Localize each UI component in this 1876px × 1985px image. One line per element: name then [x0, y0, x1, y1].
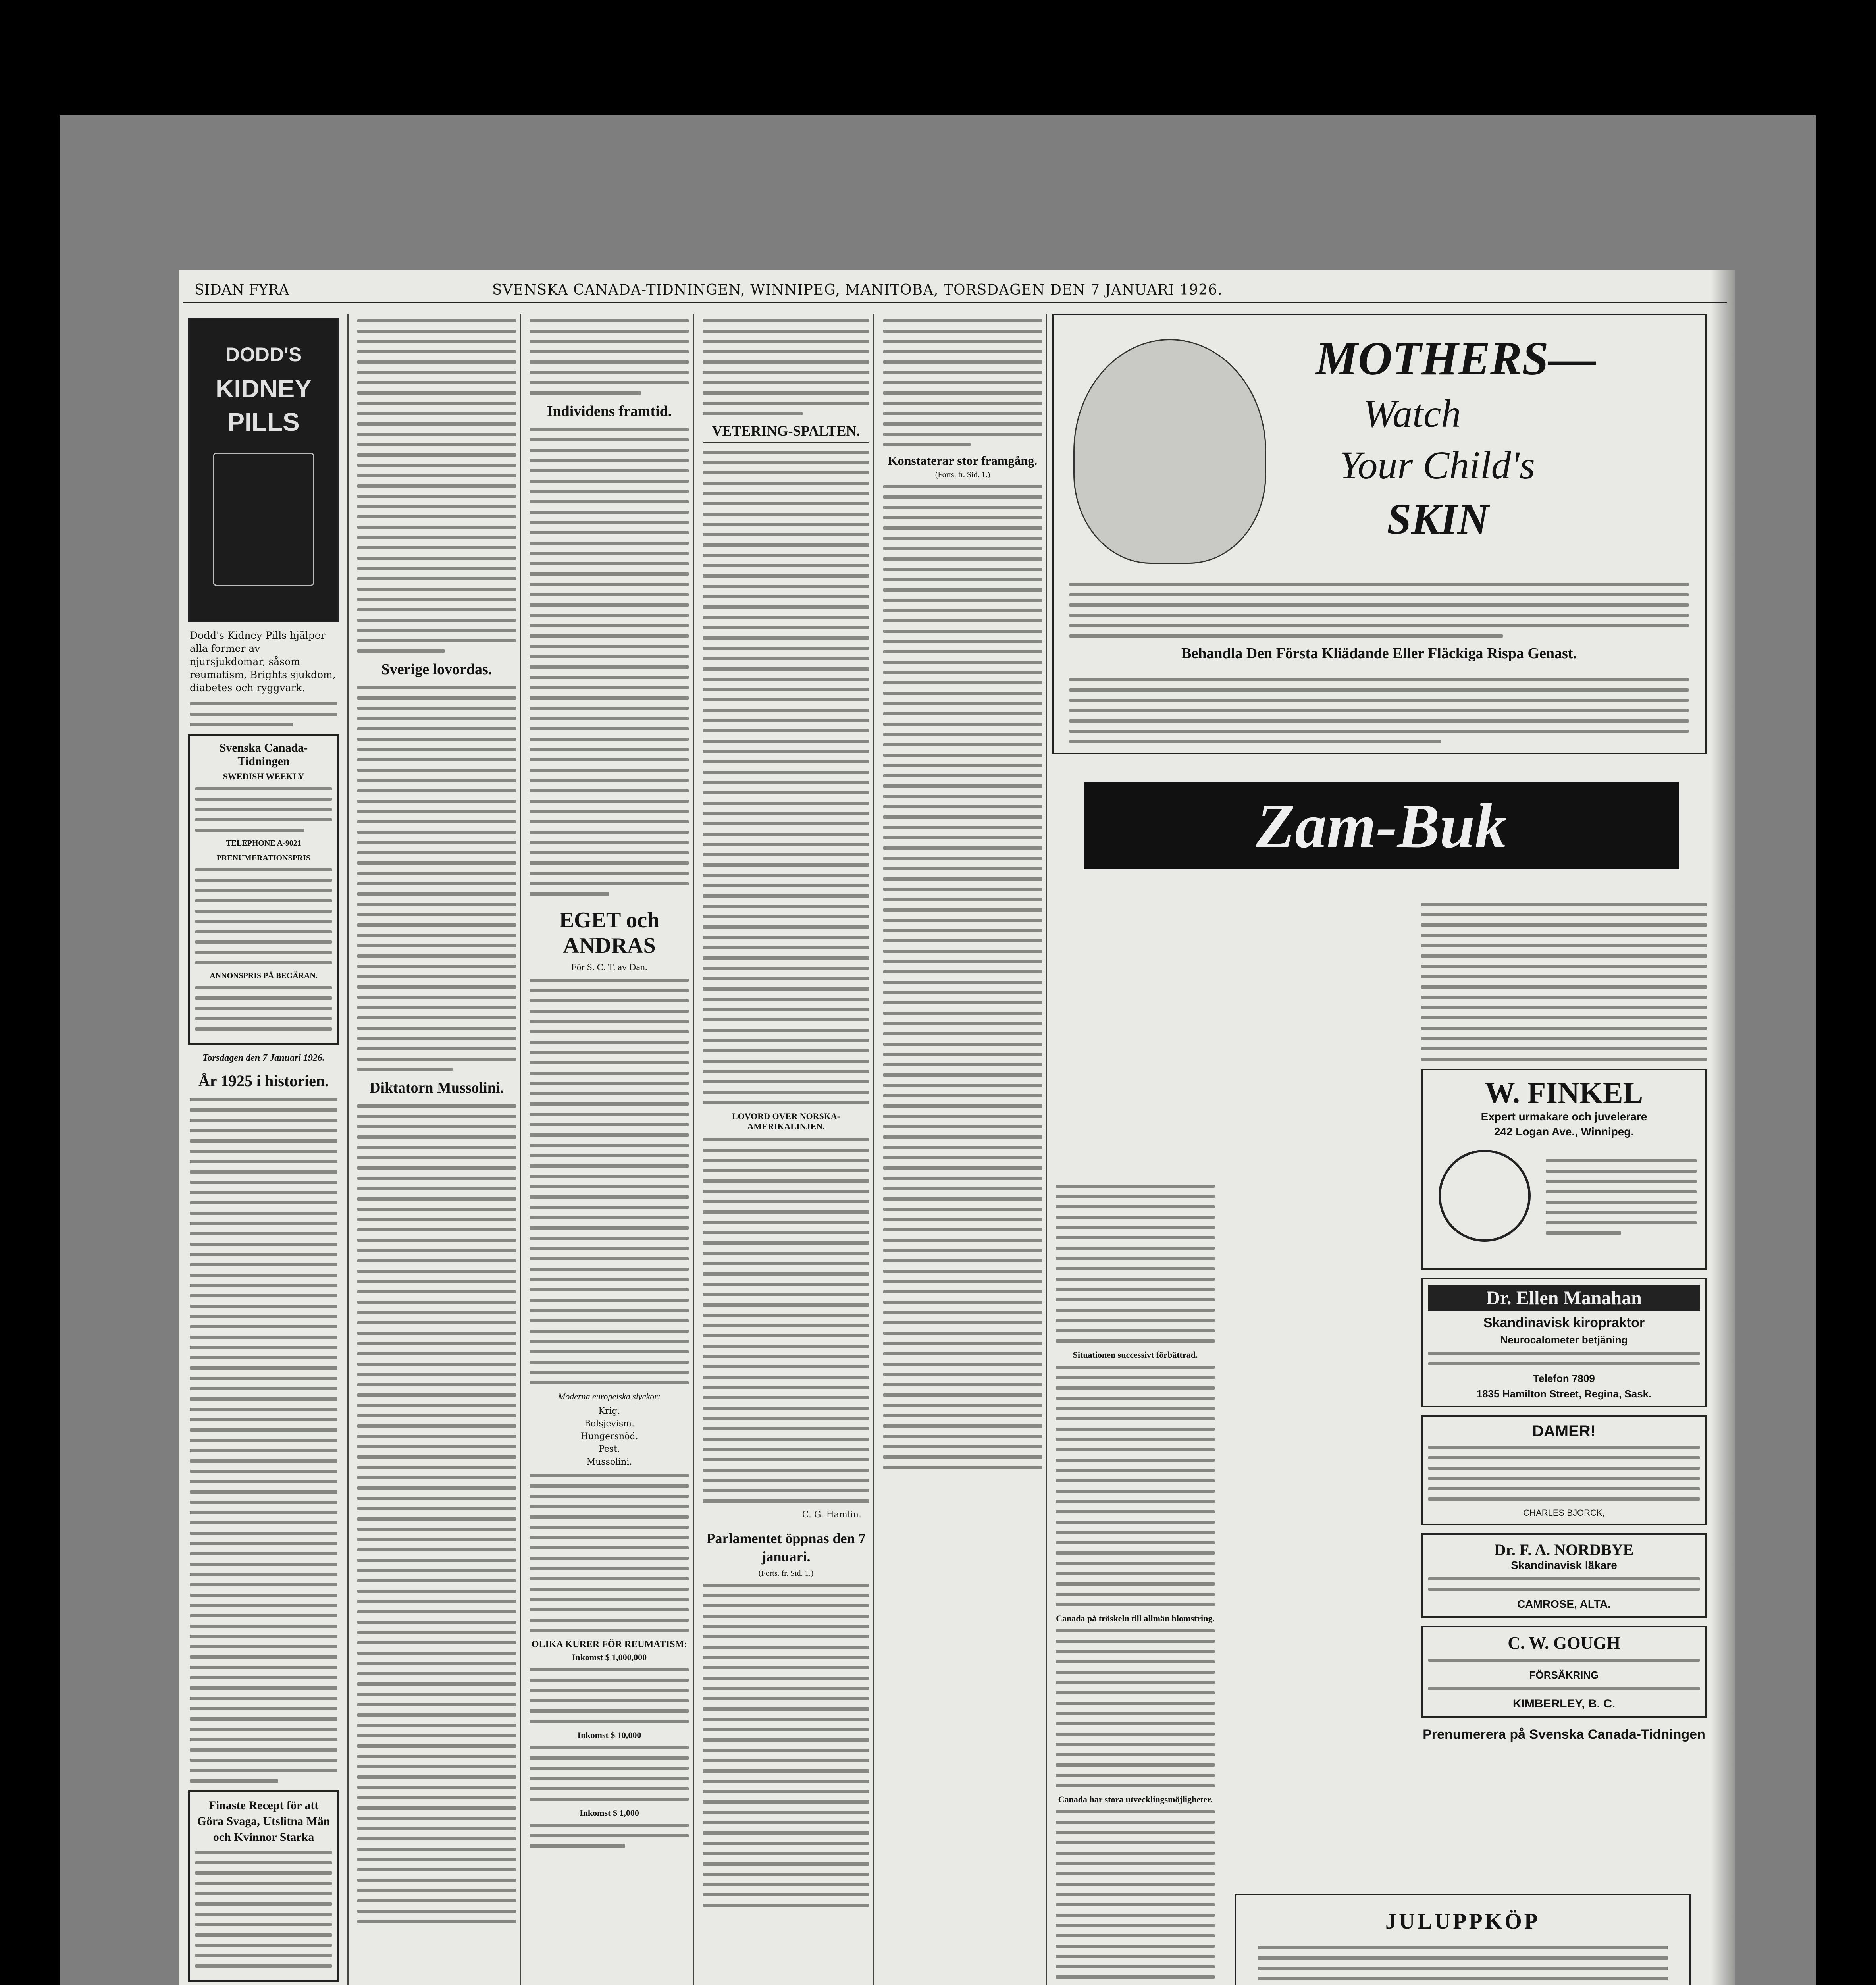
masthead-bar — [183, 277, 1727, 303]
mothers-headline: MOTHERS— — [1316, 332, 1596, 385]
column-5 — [879, 314, 1046, 1985]
newspaper-page — [179, 270, 1735, 1985]
income-level-3: Inkomst $ 1,000 — [580, 1808, 639, 1818]
heading-konstaterar: Konstaterar stor framgång. — [888, 453, 1038, 468]
article-title-1925: År 1925 i historien. — [198, 1072, 329, 1090]
manahan-desc: Skandinavisk kiropraktor — [1483, 1315, 1645, 1330]
continued-note: (Forts. fr. Sid. 1.) — [758, 1569, 814, 1578]
finkel-ad — [1421, 1069, 1707, 1270]
nordbye-desc: Skandinavisk läkare — [1511, 1559, 1617, 1571]
rheumatism-heading: OLIKA KURER FÖR REUMATISM: — [531, 1639, 688, 1650]
finkel-address: 242 Logan Ave., Winnipeg. — [1494, 1125, 1634, 1138]
heading-norska-amerikalinjen: LOVORD OVER NORSKA-AMERIKALINJEN. — [732, 1111, 840, 1131]
column-rule — [520, 314, 521, 1985]
recipe-ad-title: Finaste Recept för att Göra Svaga, Utslitna Män och Kvinnor Starka — [197, 1799, 330, 1844]
publication-sub: SWEDISH WEEKLY — [223, 771, 304, 781]
heading-individens-framtid: Individens framtid. — [547, 403, 672, 420]
heading-eget-och-andras: EGET och ANDRAS — [559, 908, 660, 958]
heading-diktatorn-mussolini: Diktatorn Mussolini. — [370, 1079, 504, 1096]
kidney-ad-brand: DODD'S — [225, 343, 302, 366]
mothers-skin: SKIN — [1387, 495, 1489, 543]
mothers-watch: Watch — [1363, 391, 1461, 436]
list-item: Bolsjevism. — [584, 1419, 635, 1429]
recipe-ad — [188, 1790, 339, 1982]
nordbye-name: Dr. F. A. NORDBYE — [1494, 1541, 1634, 1559]
list-title: Moderna europeiska slyckor: — [558, 1391, 661, 1401]
juluppkop-ad — [1235, 1894, 1691, 1985]
column-rule — [1046, 314, 1047, 1985]
subscribe-notice: Prenumerera på Svenska Canada-Tidningen — [1423, 1727, 1705, 1742]
heading-troskeln: Canada på tröskeln till allmän blomstring. — [1056, 1613, 1215, 1623]
finkel-name: W. FINKEL — [1485, 1076, 1643, 1110]
zambuk-heading: Behandla Den Första Kliädande Eller Fläckiga Rispa Genast. — [1181, 645, 1577, 662]
zambuk-logo: Zam-Buk — [1084, 782, 1679, 869]
page-edge-shadow — [1711, 270, 1735, 1985]
list-item: Pest. — [599, 1444, 620, 1454]
nordbye-town: CAMROSE, ALTA. — [1517, 1598, 1611, 1610]
list-item: Hungersnöd. — [580, 1432, 638, 1442]
gough-town: KIMBERLEY, B. C. — [1512, 1697, 1616, 1710]
subscription-heading: PRENUMERATIONSPRIS — [216, 854, 311, 862]
kidney-ad-word: KIDNEY — [216, 374, 312, 403]
affliction-list — [530, 1405, 689, 1469]
nordbye-ad — [1421, 1533, 1707, 1618]
mothers-ad — [1052, 314, 1707, 754]
mothers-your-child: Your Child's — [1339, 443, 1535, 487]
heading-sverige-lovordas: Sverige lovordas. — [381, 661, 492, 678]
manahan-name: Dr. Ellen Manahan — [1428, 1285, 1700, 1311]
publication-info-box — [188, 734, 339, 1045]
byline: För S. C. T. av Dan. — [571, 962, 647, 973]
publication-name: Svenska Canada-Tidningen — [219, 741, 308, 768]
page-label: SIDAN FYRA — [195, 282, 289, 298]
kidney-ad-word2: PILLS — [227, 408, 300, 436]
gough-ad — [1421, 1626, 1707, 1718]
damer-signature: CHARLES BJORCK, — [1523, 1508, 1605, 1518]
publication-phone: TELEPHONE A-9021 — [226, 839, 301, 848]
list-item: Mussolini. — [586, 1457, 632, 1467]
income-level-1: Inkomst $ 1,000,000 — [572, 1652, 647, 1662]
column-2 — [353, 314, 520, 1985]
issue-date: Torsdagen den 7 Januari 1926. — [202, 1053, 325, 1063]
column-3 — [526, 314, 693, 1985]
masthead-title: SVENSKA CANADA-TIDNINGEN, WINNIPEG, MANITOBA, TORSDAGEN DEN 7 JANUARI 1926. — [492, 282, 1223, 298]
pocket-watch-icon — [1439, 1150, 1531, 1242]
income-level-2: Inkomst $ 10,000 — [577, 1730, 641, 1740]
column-1 — [184, 314, 343, 1985]
finkel-desc: Expert urmakare och juvelerare — [1481, 1110, 1647, 1123]
list-item: Krig. — [598, 1406, 620, 1416]
manahan-address: 1835 Hamilton Street, Regina, Sask. — [1476, 1388, 1652, 1400]
manahan-ad — [1421, 1278, 1707, 1407]
column-rule — [693, 314, 694, 1985]
damer-heading: DAMER! — [1532, 1422, 1596, 1440]
manahan-sub: Neurocalometer betjäning — [1500, 1334, 1628, 1346]
ad-column-right — [1417, 897, 1711, 1985]
mother-child-illustration — [1073, 339, 1266, 564]
juluppkop-title: JULUPPKÖP — [1385, 1909, 1540, 1934]
signature: C. G. Hamlin. — [802, 1510, 861, 1520]
damer-ad — [1421, 1415, 1707, 1525]
ad-price-heading: ANNONSPRIS PÅ BEGÄRAN. — [210, 971, 318, 980]
column-6a — [1052, 1179, 1219, 1985]
heading-parlamentet: Parlamentet öppnas den 7 januari. — [706, 1530, 866, 1565]
manahan-phone: Telefon 7809 — [1533, 1372, 1595, 1384]
heading-situationen: Situationen successivt förbättrad. — [1073, 1350, 1198, 1360]
column-4 — [699, 314, 873, 1985]
heading-vetering-spalten: VETERING-SPALTEN. — [703, 422, 869, 443]
heading-utvecklingsmojligheter: Canada har stora utvecklingsmöjligheter. — [1058, 1794, 1213, 1804]
kidney-caption: Dodd's Kidney Pills hjälper alla former av njursjukdomar, såsom reumatism, Brights sjukdom, diabetes och ryggvärk. — [190, 630, 336, 694]
gough-desc: FÖRSÄKRING — [1529, 1669, 1599, 1681]
continued-note: (Forts. fr. Sid. 1.) — [935, 470, 990, 479]
pill-box-icon — [213, 453, 314, 586]
gough-name: C. W. GOUGH — [1508, 1633, 1620, 1653]
kidney-pills-ad — [188, 318, 339, 622]
column-rule — [347, 314, 349, 1985]
column-rule — [873, 314, 874, 1985]
